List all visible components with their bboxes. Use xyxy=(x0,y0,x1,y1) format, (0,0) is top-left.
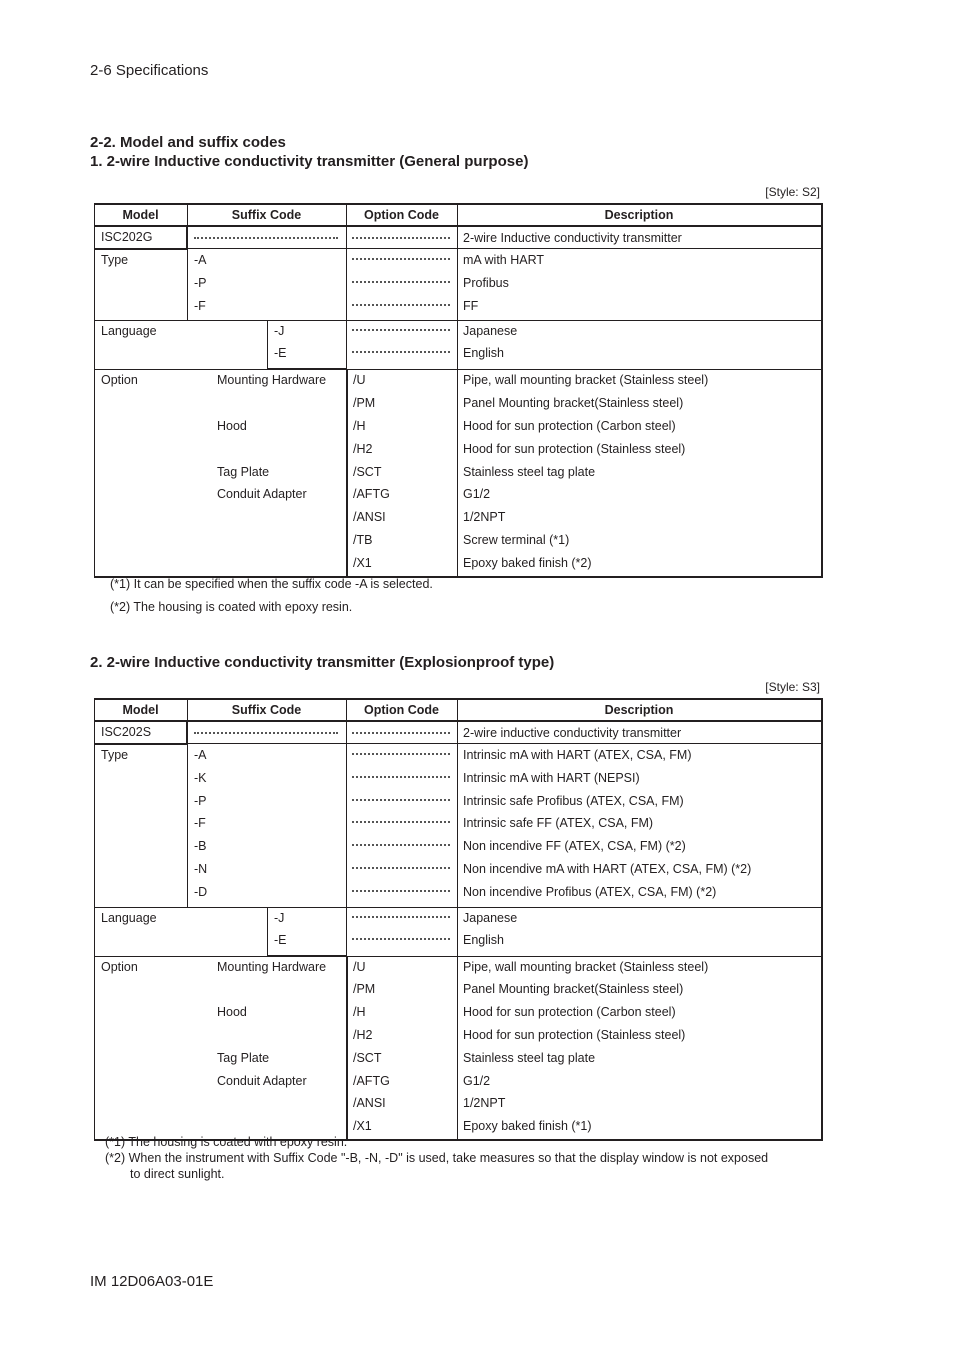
rule-horizontal xyxy=(94,320,822,321)
type-description: Intrinsic safe FF (ATEX, CSA, FM) xyxy=(463,816,654,831)
leader-dots xyxy=(352,821,450,823)
model-description: 2-wire inductive conductivity transmitter xyxy=(463,726,682,740)
language-label: Language xyxy=(101,910,157,925)
rule-vertical xyxy=(267,907,268,956)
type-code: -P xyxy=(194,275,207,290)
language-code: -E xyxy=(274,346,287,361)
table1-style: [Style: S2] xyxy=(765,185,820,199)
option-description: Hood for sun protection (Carbon steel) xyxy=(463,1005,676,1020)
type-label: Type xyxy=(101,253,129,267)
type-description: mA with HART xyxy=(463,253,545,267)
rule-horizontal xyxy=(94,248,822,249)
leader-dots xyxy=(352,916,450,918)
option-code: /AFTG xyxy=(353,1073,390,1088)
language-description: English xyxy=(463,346,504,361)
rule-horizontal xyxy=(267,368,347,370)
rule-horizontal xyxy=(94,720,822,722)
rule-vertical xyxy=(187,203,188,320)
option-group: Tag Plate xyxy=(217,464,270,479)
option-description: Panel Mounting bracket(Stainless steel) xyxy=(463,396,684,411)
rule-vertical xyxy=(457,203,458,578)
option-code: /H xyxy=(353,1005,366,1020)
type-description: Intrinsic mA with HART (NEPSI) xyxy=(463,770,640,785)
rule-horizontal xyxy=(94,369,822,370)
footnote: (*1) It can be specified when the suffix code -A is selected. xyxy=(110,577,433,591)
type-description: Profibus xyxy=(463,275,509,290)
rule-horizontal xyxy=(267,955,347,957)
column-header-description: Description xyxy=(604,703,674,717)
footnote: to direct sunlight. xyxy=(130,1167,225,1181)
type-code: -P xyxy=(194,793,207,808)
column-header-model: Model xyxy=(122,208,159,222)
option-description: Stainless steel tag plate xyxy=(463,464,596,479)
rule-horizontal xyxy=(94,743,188,745)
option-description: G1/2 xyxy=(463,487,491,502)
leader-dots xyxy=(194,237,338,239)
leader-dots xyxy=(194,732,338,734)
language-code: -J xyxy=(274,910,285,925)
type-description: Intrinsic safe Profibus (ATEX, CSA, FM) xyxy=(463,793,684,808)
leader-dots xyxy=(352,753,450,755)
footnote: (*1) The housing is coated with epoxy resin. xyxy=(105,1135,348,1149)
option-group: Tag Plate xyxy=(217,1050,270,1065)
option-group: Hood xyxy=(217,1005,247,1020)
type-label: Type xyxy=(101,748,129,762)
option-description: 1/2NPT xyxy=(463,1096,506,1111)
language-description: Japanese xyxy=(463,324,518,339)
column-header-suffix: Suffix Code xyxy=(231,703,302,717)
type-description: FF xyxy=(463,298,479,313)
rule-vertical xyxy=(821,698,823,1141)
column-header-option: Option Code xyxy=(364,208,439,222)
option-description: Hood for sun protection (Carbon steel) xyxy=(463,419,676,433)
option-code: /H2 xyxy=(353,1028,373,1042)
option-code: /PM xyxy=(353,396,376,411)
language-code: -J xyxy=(274,324,285,339)
option-code: /PM xyxy=(353,982,376,997)
option-code: /U xyxy=(353,959,366,974)
option-description: 1/2NPT xyxy=(463,510,506,525)
type-description: Intrinsic mA with HART (ATEX, CSA, FM) xyxy=(463,748,692,762)
type-description: Non incendive Profibus (ATEX, CSA, FM) (*2) xyxy=(463,884,717,899)
option-code: /H xyxy=(353,419,366,433)
option-group: Conduit Adapter xyxy=(217,487,307,502)
option-code: /ANSI xyxy=(353,1096,386,1111)
rule-horizontal xyxy=(94,225,822,227)
leader-dots xyxy=(352,329,450,331)
column-header-suffix: Suffix Code xyxy=(231,208,302,222)
leader-dots xyxy=(352,938,450,940)
option-description: Stainless steel tag plate xyxy=(463,1050,596,1065)
option-description: Pipe, wall mounting bracket (Stainless steel) xyxy=(463,373,709,388)
rule-horizontal xyxy=(94,956,822,957)
table2-style: [Style: S3] xyxy=(765,680,820,694)
option-description: Hood for sun protection (Stainless steel) xyxy=(463,441,686,456)
rule-vertical xyxy=(821,203,823,578)
leader-dots xyxy=(352,867,450,869)
rule-vertical xyxy=(187,698,188,907)
column-header-description: Description xyxy=(604,208,674,222)
option-group: Hood xyxy=(217,419,247,433)
leader-dots xyxy=(352,351,450,353)
model-code: ISC202G xyxy=(101,230,153,244)
model-code: ISC202S xyxy=(101,725,152,739)
language-label: Language xyxy=(101,324,157,339)
rule-horizontal xyxy=(94,743,822,744)
type-description: Non incendive FF (ATEX, CSA, FM) (*2) xyxy=(463,839,686,854)
document-id: IM 12D06A03-01E xyxy=(90,1273,214,1290)
option-label: Option xyxy=(101,373,138,388)
leader-dots xyxy=(352,776,450,778)
option-code: /ANSI xyxy=(353,510,386,525)
rule-vertical xyxy=(346,203,347,370)
column-header-model: Model xyxy=(122,703,159,717)
language-code: -E xyxy=(274,932,287,947)
table1-heading: 1. 2-wire Inductive conductivity transmitter (General purpose) xyxy=(90,153,529,170)
rule-horizontal xyxy=(94,248,188,250)
option-label: Option xyxy=(101,959,138,974)
option-description: Epoxy baked finish (*2) xyxy=(463,555,592,570)
leader-dots xyxy=(352,732,450,734)
table2-heading: 2. 2-wire Inductive conductivity transmitter (Explosionproof type) xyxy=(90,654,555,671)
option-code: /H2 xyxy=(353,441,373,456)
option-description: Pipe, wall mounting bracket (Stainless steel) xyxy=(463,959,709,974)
language-description: English xyxy=(463,932,504,947)
rule-horizontal xyxy=(94,907,822,908)
option-code: /X1 xyxy=(353,1119,372,1134)
option-group: Mounting Hardware xyxy=(217,959,327,974)
type-description: Non incendive mA with HART (ATEX, CSA, FM) (*2) xyxy=(463,862,752,876)
type-code: -K xyxy=(194,770,207,785)
rule-vertical xyxy=(346,956,348,1141)
rule-vertical xyxy=(346,698,347,957)
type-code: -B xyxy=(194,839,207,854)
option-description: Hood for sun protection (Stainless steel) xyxy=(463,1028,686,1042)
option-group: Mounting Hardware xyxy=(217,373,327,388)
option-code: /X1 xyxy=(353,555,372,570)
option-description: G1/2 xyxy=(463,1073,491,1088)
column-header-option: Option Code xyxy=(364,703,439,717)
leader-dots xyxy=(352,890,450,892)
option-code: /U xyxy=(353,373,366,388)
leader-dots xyxy=(352,237,450,239)
type-code: -A xyxy=(194,748,207,762)
option-code: /SCT xyxy=(353,1050,382,1065)
rule-vertical xyxy=(346,369,348,577)
leader-dots xyxy=(352,281,450,283)
type-code: -D xyxy=(194,884,208,899)
type-code: -F xyxy=(194,298,206,313)
option-group: Conduit Adapter xyxy=(217,1073,307,1088)
leader-dots xyxy=(352,799,450,801)
leader-dots xyxy=(352,304,450,306)
option-code: /TB xyxy=(353,533,373,547)
leader-dots xyxy=(352,258,450,260)
footnote: (*2) When the instrument with Suffix Code "-B, -N, -D" is used, take measures so that the display window is not exposed xyxy=(105,1151,769,1165)
leader-dots xyxy=(352,844,450,846)
rule-horizontal xyxy=(94,203,822,205)
language-description: Japanese xyxy=(463,910,518,925)
option-code: /SCT xyxy=(353,464,382,479)
type-code: -F xyxy=(194,816,206,831)
page-header: 2-6 Specifications xyxy=(90,62,209,79)
rule-vertical xyxy=(267,320,268,369)
section-title: 2-2. Model and suffix codes xyxy=(90,134,286,151)
type-code: -N xyxy=(194,862,208,876)
type-code: -A xyxy=(194,253,207,267)
option-description: Epoxy baked finish (*1) xyxy=(463,1119,592,1134)
model-description: 2-wire Inductive conductivity transmitter xyxy=(463,231,682,245)
option-description: Screw terminal (*1) xyxy=(463,533,570,547)
rule-horizontal xyxy=(94,698,822,700)
footnote: (*2) The housing is coated with epoxy resin. xyxy=(110,600,353,614)
rule-vertical xyxy=(457,698,458,1141)
rule-vertical xyxy=(94,203,95,578)
option-code: /AFTG xyxy=(353,487,390,502)
rule-vertical xyxy=(94,698,95,1141)
option-description: Panel Mounting bracket(Stainless steel) xyxy=(463,982,684,997)
